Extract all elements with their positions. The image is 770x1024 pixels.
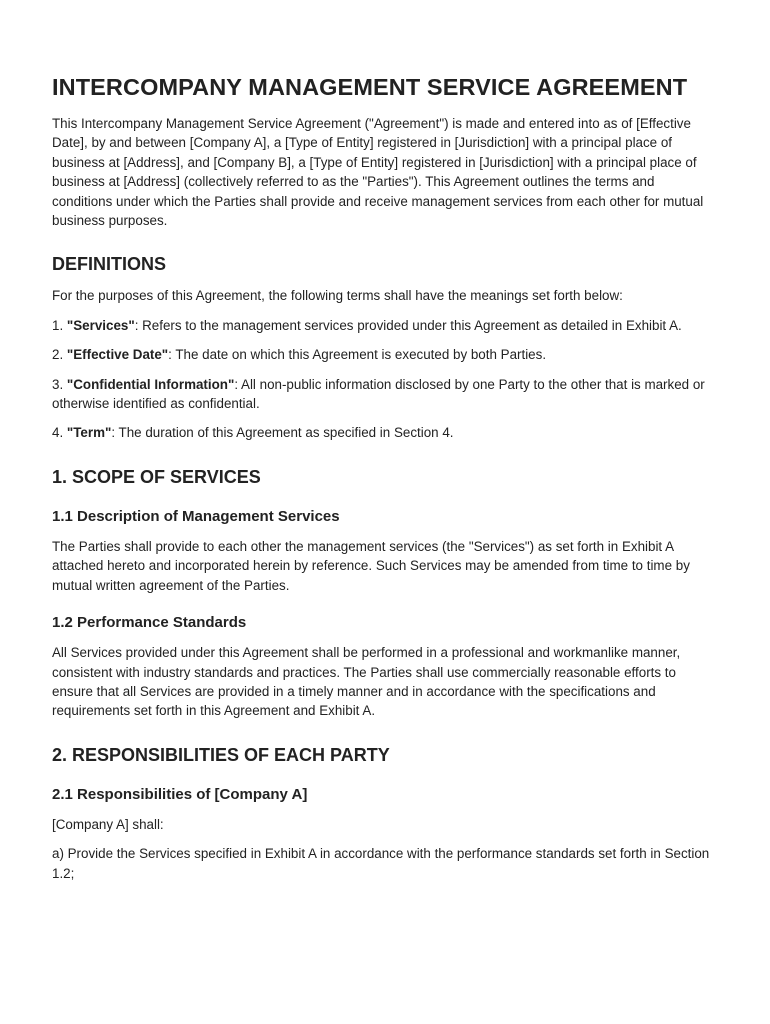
definition-term: "Services" xyxy=(66,317,135,333)
definition-item: 3. "Confidential Information": All non-public information disclosed by one Party to the other that is marked or otherwise identified as confidential. xyxy=(52,376,705,412)
section-1-1-heading: 1.1 Description of Management Services xyxy=(52,507,340,525)
section-1-heading: 1. SCOPE OF SERVICES xyxy=(52,466,261,487)
document-title: INTERCOMPANY MANAGEMENT SERVICE AGREEMENT xyxy=(52,74,688,100)
definitions-heading: DEFINITIONS xyxy=(52,254,167,275)
definitions-lead: For the purposes of this Agreement, the following terms shall have the meanings set forth below: xyxy=(52,288,623,304)
definition-term: "Effective Date" xyxy=(66,347,169,363)
definition-item: 1. "Services": Refers to the management services provided under this Agreement as detailed in Exhibit A. xyxy=(52,317,682,333)
section-2-1-heading: 2.1 Responsibilities of [Company A] xyxy=(52,785,308,803)
definition-item: 4. "Term": The duration of this Agreement as specified in Section 4. xyxy=(52,425,454,441)
definition-item: 2. "Effective Date": The date on which this Agreement is executed by both Parties. xyxy=(52,347,547,363)
intro-paragraph: This Intercompany Management Service Agreement ("Agreement") is made and entered into as of [Effective Date], by and between [Company A], a [Type of Entity] registered in [Jurisdiction] with a principal place of business at [Address], and [Company B], a [Type of Entity] registered in [Jurisdiction] with a principal place of business at [Address] (collectively referred to as the "Parties"). This Agreement outlines the terms and conditions under which the Parties shall provide and receive management services from each other for mutual business purposes. xyxy=(52,116,704,229)
section-1-1-text: The Parties shall provide to each other the management services (the "Services") as set forth in Exhibit A attached hereto and incorporated herein by reference. Such Services may be amended from time to time by mutual written agreement of the Parties. xyxy=(52,538,690,593)
section-2-1-item-a: a) Provide the Services specified in Exhibit A in accordance with the performance standards set forth in Section 1.2; xyxy=(52,846,710,881)
section-2-1-lead: [Company A] shall: xyxy=(52,816,164,832)
definition-term: "Confidential Information" xyxy=(66,376,235,392)
definition-term: "Term" xyxy=(66,425,112,441)
section-1-2-heading: 1.2 Performance Standards xyxy=(52,614,247,632)
section-1-2-text: All Services provided under this Agreement shall be performed in a professional and workmanlike manner, consistent with industry standards and practices. The Parties shall use commercially reasonable efforts to ensure that all Services are provided in a timely manner and in accordance with the specifications and requirements set forth in this Agreement and Exhibit A. xyxy=(52,645,681,719)
section-2-heading: 2. RESPONSIBILITIES OF EACH PARTY xyxy=(52,744,390,765)
